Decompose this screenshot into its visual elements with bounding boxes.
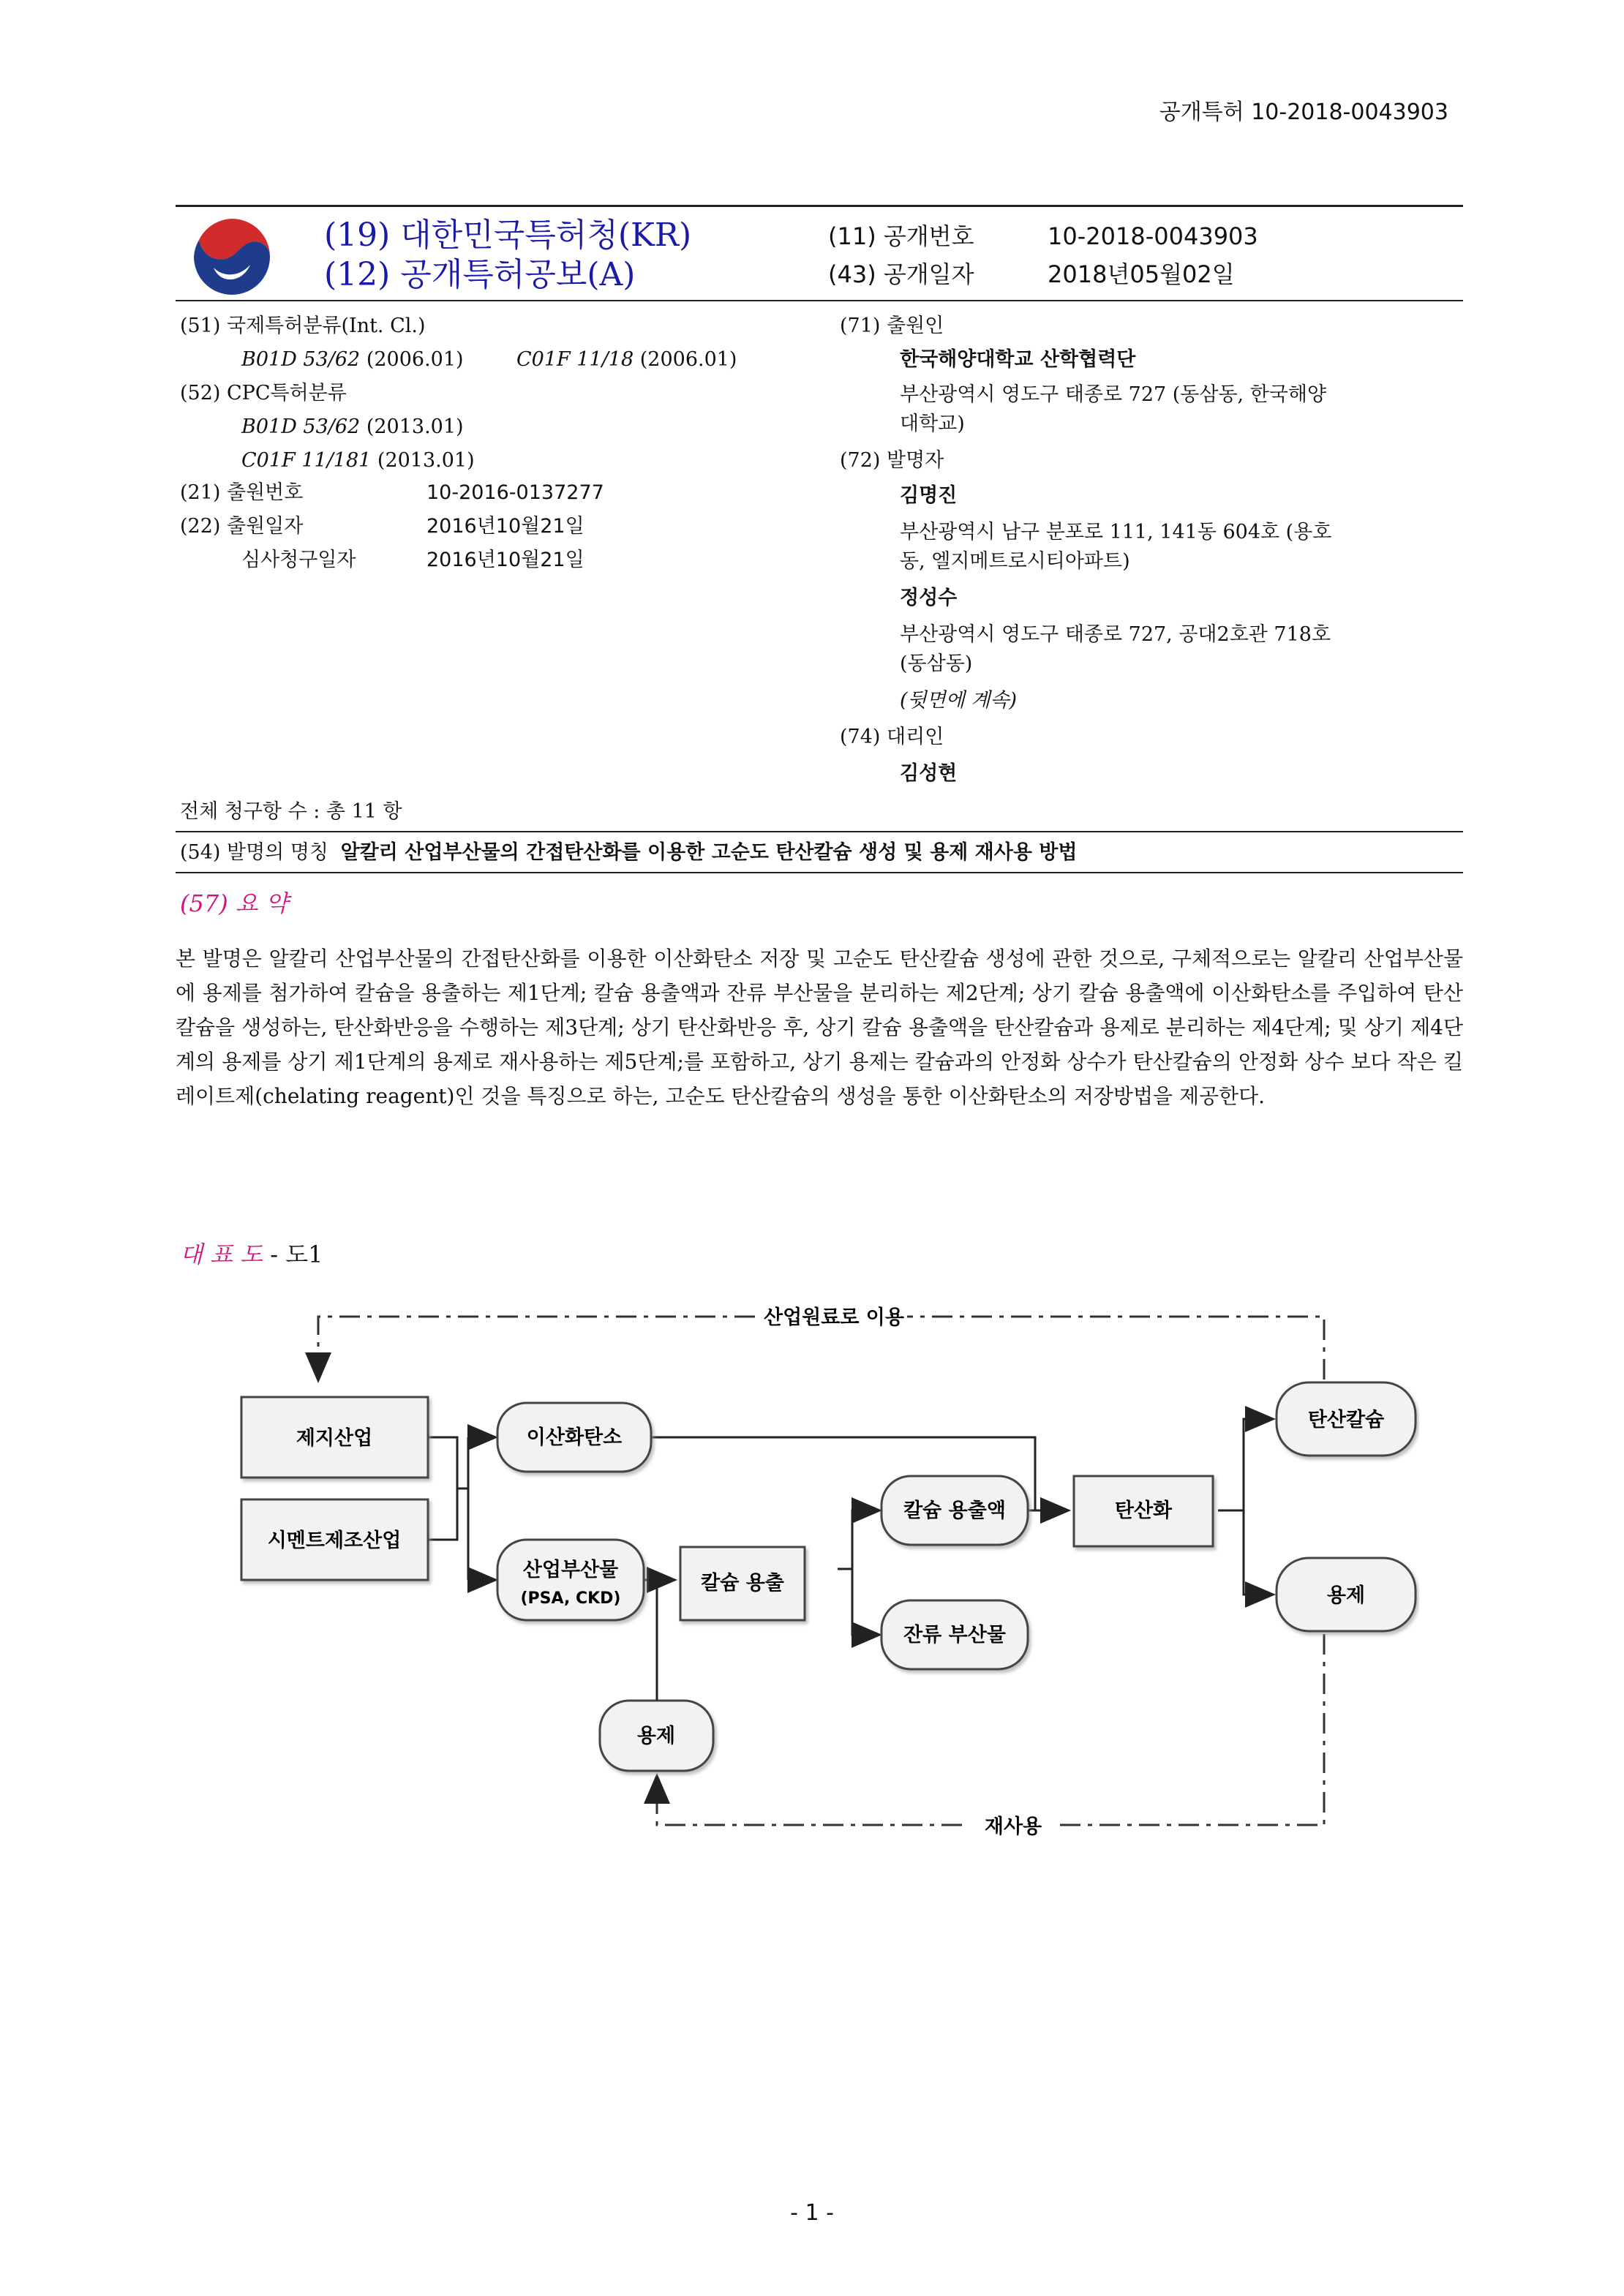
abstract-text: 본 발명은 알칼리 산업부산물의 간접탄산화를 이용한 이산화탄소 저장 및 고순도 탄산칼슘 생성에 관한 것으로, 구체적으로는 알칼리 산업부산물에 용제를 첨가하여 칼슘을 용출하는 제1단계; 칼슘 용출액과 잔류 부산물을 분리하는 제2단계; 상기 칼슘 용출액에 이산화탄소를 주입하여 탄산칼슘을 생성하는, 탄산화반응을 수행하는 제3단계; 상기 탄산화반응 후, 상기 칼슘 용출액을 탄산칼슘과 용제로 분리하는 제4단계; 및 상기 제4단계의 용제를 상기 제1단계의 용제로 재사용하는 제5단계;를 포함하고, 상기 용제는 칼슘과의 안정화 상수가 탄산칼슘의 안정화 상수 보다 작은 킬레이트제(chelating reagent)인 것을 특징으로 하는, 고순도 탄산칼슘의 생성을 통한 이산화탄소의 저장방법을 제공한다. bbox=[176, 946, 1463, 1108]
applicant-name: 한국해양대학교 산학협력단 bbox=[900, 348, 1136, 371]
publication-date-label: (43) 공개일자 bbox=[828, 260, 974, 288]
representative-figure-ref: - 도1 bbox=[270, 1241, 323, 1268]
title-rule bbox=[176, 872, 1463, 873]
representative-figure-label: 대 표 도 bbox=[180, 1241, 263, 1268]
cpc-label: (52) CPC특허분류 bbox=[180, 382, 347, 404]
invention-title: 알칼리 산업부산물의 간접탄산화를 이용한 고순도 탄산칼슘 생성 및 용제 재사용 방법 bbox=[340, 841, 1078, 864]
exam-date: 2016년10월21일 bbox=[426, 549, 584, 571]
ipc-1-code: B01D 53/62 bbox=[241, 348, 361, 371]
page-number: - 1 - bbox=[790, 2200, 834, 2226]
calcium-carbonate-label: 탄산칼슘 bbox=[1307, 1409, 1385, 1431]
co2-label: 이산화탄소 bbox=[526, 1426, 623, 1449]
byproduct-type-label: (PSA, CKD) bbox=[520, 1589, 621, 1608]
inventor-2-address-line-2: (동삼동) bbox=[900, 652, 973, 675]
header-bottom-rule bbox=[176, 300, 1463, 301]
kipo-logo bbox=[192, 217, 272, 297]
ipc-label: (51) 국제특허분류(Int. Cl.) bbox=[180, 315, 426, 337]
inventor-1-address-line-2: 동, 엘지메트로시티아파트) bbox=[900, 550, 1130, 573]
invention-title-label: (54) 발명의 명칭 bbox=[180, 841, 328, 864]
ipc-2-version: (2006.01) bbox=[639, 348, 737, 371]
claims-rule bbox=[176, 831, 1463, 832]
calcium-leachate-label: 칼슘 용출액 bbox=[903, 1499, 1006, 1522]
cpc-2-version: (2013.01) bbox=[377, 449, 475, 472]
applicant-address-line-2: 대학교) bbox=[900, 413, 965, 435]
document-number: 공개특허 10-2018-0043903 bbox=[1159, 99, 1448, 125]
solvent-input-label: 용제 bbox=[636, 1725, 676, 1747]
exam-date-label: 심사청구일자 bbox=[241, 549, 356, 571]
inventor-2-address-line-1: 부산광역시 영도구 태종로 727, 공대2호관 718호 bbox=[900, 623, 1331, 646]
application-date-label: (22) 출원일자 bbox=[180, 515, 304, 538]
ipc-2-code: C01F 11/18 bbox=[516, 348, 634, 371]
solvent-output-label: 용제 bbox=[1326, 1584, 1366, 1607]
issuing-office: (19) 대한민국특허청(KR) bbox=[324, 217, 692, 254]
continued-note: (뒷면에 계속) bbox=[900, 689, 1018, 712]
applicant-address-line-1: 부산광역시 영도구 태종로 727 (동삼동, 한국해양 bbox=[900, 383, 1327, 406]
cpc-1-code: B01D 53/62 bbox=[241, 415, 361, 438]
cpc-2-code: C01F 11/181 bbox=[241, 449, 372, 472]
publication-date: 2018년05월02일 bbox=[1048, 260, 1235, 288]
application-number-label: (21) 출원번호 bbox=[180, 481, 304, 504]
cpc-entry-2 bbox=[241, 448, 475, 474]
inventor-1-address-line-1: 부산광역시 남구 분포로 111, 141동 604호 (용호 bbox=[900, 521, 1332, 543]
representative-figure-caption bbox=[180, 1236, 323, 1270]
ipc-entry-1 bbox=[241, 347, 464, 373]
application-date: 2016년10월21일 bbox=[426, 515, 584, 538]
carbonation-label: 탄산화 bbox=[1114, 1499, 1173, 1522]
ipc-entry-2 bbox=[516, 347, 737, 373]
calcium-leaching-label: 칼슘 용출 bbox=[701, 1572, 784, 1595]
process-flow-diagram bbox=[234, 1287, 1419, 1851]
inventor-1-name: 김명진 bbox=[900, 484, 958, 507]
claims-count: 전체 청구항 수 : 총 11 항 bbox=[180, 800, 402, 823]
invention-title-row bbox=[180, 840, 1077, 866]
raw-material-reuse-loop bbox=[318, 1317, 1324, 1419]
raw-material-label: 산업원료로 이용 bbox=[764, 1306, 904, 1329]
cpc-1-version: (2013.01) bbox=[366, 415, 464, 438]
residual-byproduct-label: 잔류 부산물 bbox=[903, 1624, 1006, 1646]
abstract-heading: (57) 요 약 bbox=[180, 889, 288, 917]
inventor-label: (72) 발명자 bbox=[840, 449, 944, 472]
cement-industry-label: 시멘트제조산업 bbox=[267, 1529, 402, 1552]
agent-name: 김성현 bbox=[900, 762, 958, 785]
publication-type: (12) 공개특허공보(A) bbox=[324, 256, 636, 293]
paper-industry-label: 제지산업 bbox=[296, 1427, 373, 1450]
header-top-rule bbox=[176, 205, 1463, 207]
cpc-entry-1 bbox=[241, 414, 464, 440]
agent-label: (74) 대리인 bbox=[840, 726, 944, 748]
reuse-label: 재사용 bbox=[984, 1815, 1042, 1838]
ipc-1-version: (2006.01) bbox=[366, 348, 464, 371]
application-number: 10-2016-0137277 bbox=[426, 481, 604, 504]
publication-number: 10-2018-0043903 bbox=[1048, 222, 1258, 250]
byproduct-label: 산업부산물 bbox=[522, 1559, 619, 1581]
inventor-2-name: 정성수 bbox=[900, 587, 958, 609]
applicant-label: (71) 출원인 bbox=[840, 315, 944, 337]
publication-number-label: (11) 공개번호 bbox=[828, 222, 974, 250]
